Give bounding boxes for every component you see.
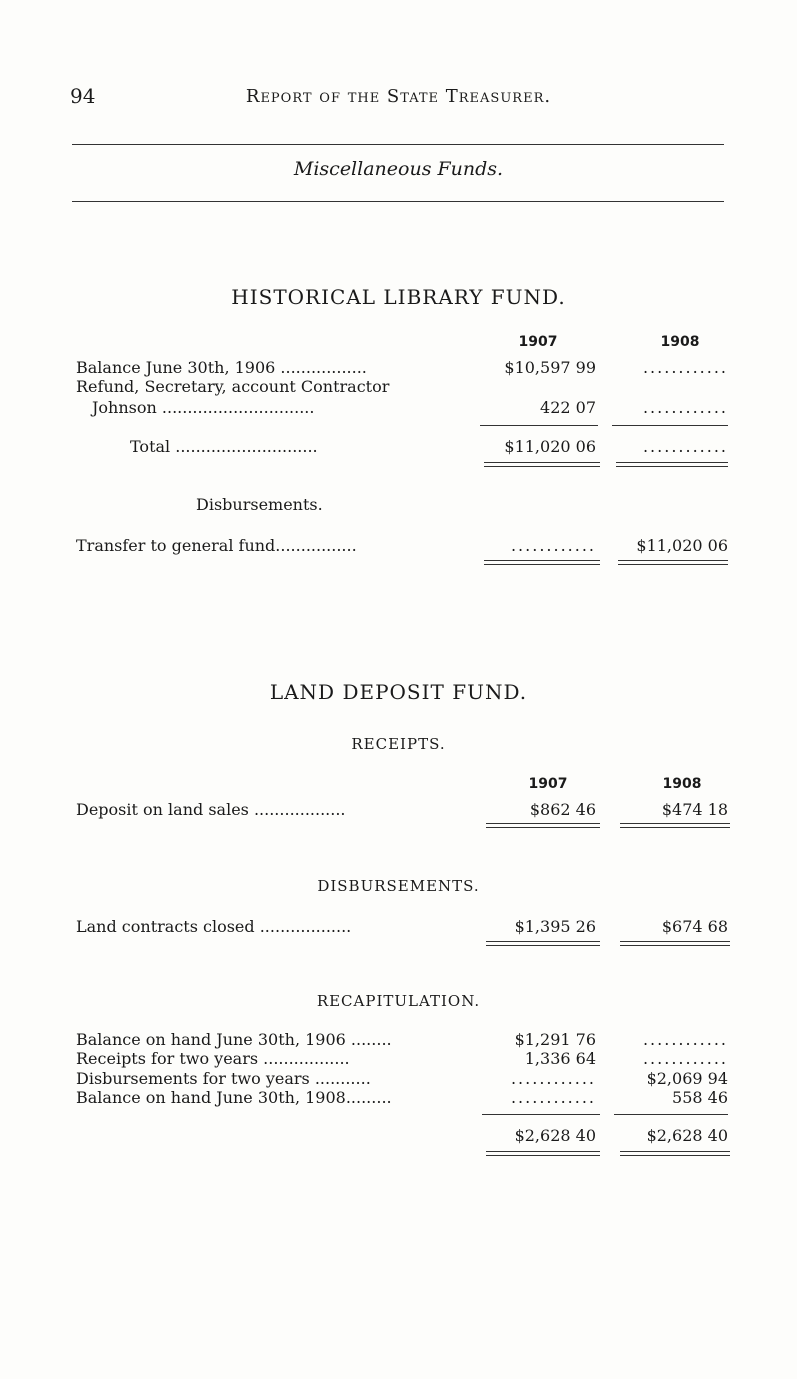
amount-1908: $11,020 06 — [636, 536, 728, 555]
amount-1908: $2,069 94 — [646, 1069, 728, 1088]
row-label: Disbursements for two years ........... — [76, 1069, 371, 1088]
disbursements-double-rule — [486, 941, 600, 946]
disbursements-double-rule — [620, 941, 730, 946]
amount-1907: $10,597 99 — [504, 358, 596, 377]
row-label: Balance June 30th, 1906 ................. — [76, 358, 367, 377]
disbursements-heading: DISBURSEMENTS. — [317, 877, 480, 895]
recap-subtotal-rule — [614, 1114, 728, 1115]
amount-1907: 1,336 64 — [524, 1049, 596, 1068]
row-label: Transfer to general fund................ — [76, 536, 357, 555]
disbursement-double-rule — [618, 560, 728, 565]
col-header-1908: 1908 — [662, 776, 702, 792]
recap-total-1907: $2,628 40 — [514, 1126, 596, 1145]
receipts-double-rule — [486, 823, 600, 828]
amount-1908: ............ — [642, 1049, 728, 1068]
row-label: Refund, Secretary, account Contractor — [76, 377, 390, 396]
receipts-heading: RECEIPTS. — [351, 735, 446, 753]
header-rule-top — [72, 144, 724, 145]
subtotal-rule — [480, 425, 598, 426]
amount-1908: ............ — [642, 398, 728, 417]
total-label: Total ............................ — [130, 437, 318, 456]
page-number: 94 — [70, 84, 96, 108]
disbursement-double-rule — [484, 560, 600, 565]
subtotal-rule — [612, 425, 728, 426]
amount-1907: $1,291 76 — [514, 1030, 596, 1049]
disbursements-heading: Disbursements. — [196, 495, 323, 514]
amount-1908: ............ — [642, 1030, 728, 1049]
subheading: Miscellaneous Funds. — [293, 158, 504, 180]
row-label: Land contracts closed .................. — [76, 917, 352, 936]
header-rule-bottom — [72, 201, 724, 202]
amount-1908: $674 68 — [661, 917, 728, 936]
amount-1907: ............ — [510, 1069, 596, 1088]
col-header-1908: 1908 — [660, 334, 700, 350]
amount-1908: $474 18 — [661, 800, 728, 819]
recap-double-rule — [620, 1151, 730, 1156]
row-label: Balance on hand June 30th, 1906 ........ — [76, 1030, 392, 1049]
row-label: Deposit on land sales .................. — [76, 800, 346, 819]
running-title: Report of the State Treasurer. — [245, 86, 552, 107]
amount-1907: ............ — [510, 536, 596, 555]
amount-1908: 558 46 — [672, 1088, 728, 1107]
amount-1907: 422 07 — [540, 398, 596, 417]
recapitulation-heading: RECAPITULATION. — [316, 992, 481, 1010]
recap-double-rule — [486, 1151, 600, 1156]
amount-1907: $862 46 — [529, 800, 596, 819]
amount-1907: $1,395 26 — [514, 917, 596, 936]
row-label-continued: Johnson .............................. — [92, 398, 315, 417]
historical-fund-title: HISTORICAL LIBRARY FUND. — [231, 285, 566, 309]
land-fund-title: LAND DEPOSIT FUND. — [269, 680, 528, 704]
total-1907: $11,020 06 — [504, 437, 596, 456]
col-header-1907: 1907 — [518, 334, 558, 350]
col-header-1907: 1907 — [528, 776, 568, 792]
total-double-rule — [616, 462, 728, 467]
recap-total-1908: $2,628 40 — [646, 1126, 728, 1145]
amount-1908: ............ — [642, 358, 728, 377]
recap-subtotal-rule — [482, 1114, 600, 1115]
receipts-double-rule — [620, 823, 730, 828]
total-1908: ............ — [642, 437, 728, 456]
row-label: Receipts for two years ................. — [76, 1049, 350, 1068]
row-label: Balance on hand June 30th, 1908......... — [76, 1088, 392, 1107]
amount-1907: ............ — [510, 1088, 596, 1107]
total-double-rule — [484, 462, 600, 467]
